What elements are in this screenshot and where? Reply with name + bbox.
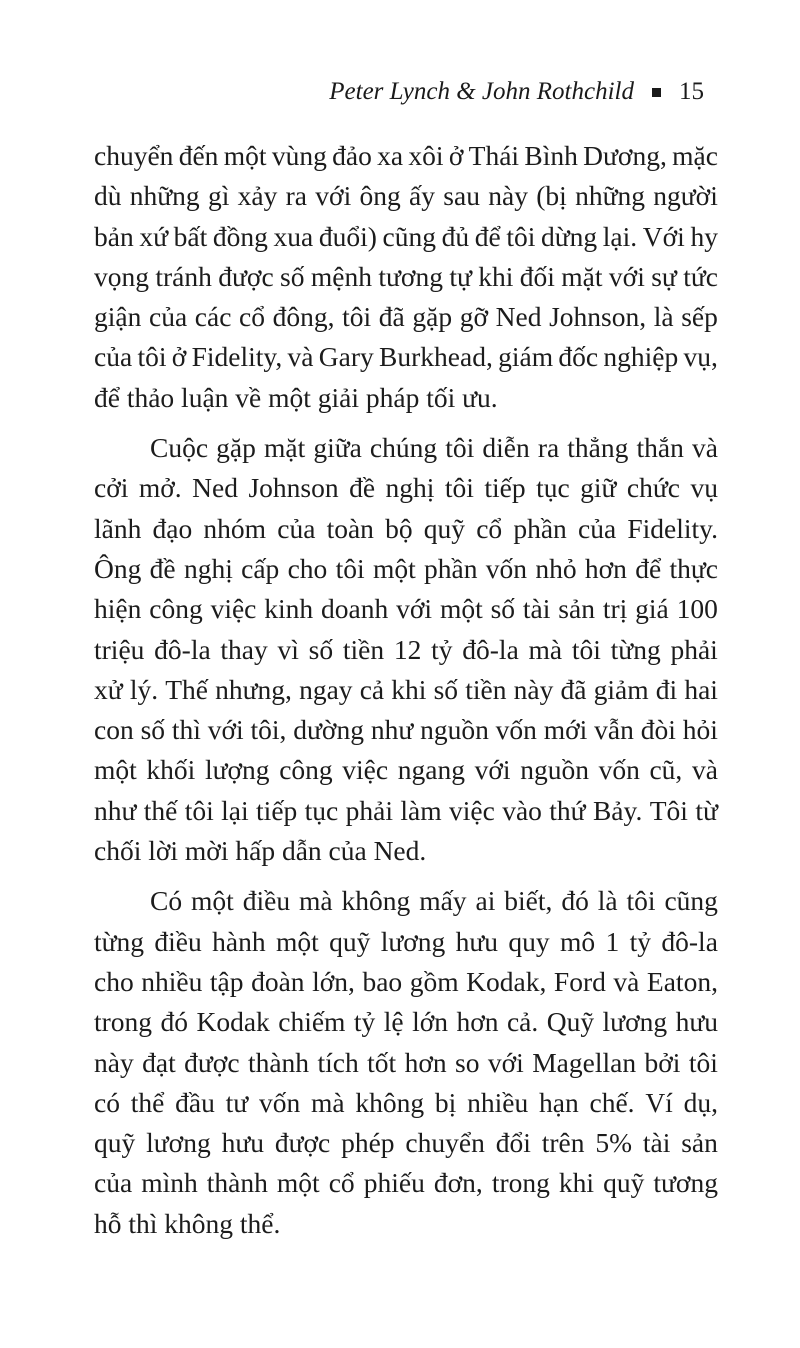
text-line: bản xứ bất đồng xua đuổi) cũng đủ để tôi dừng lại. Với hy	[94, 220, 718, 252]
text-line: dù những gì xảy ra với ông ấy sau này (bị những người	[94, 180, 718, 212]
text-line: triệu đô-la thay vì số tiền 12 tỷ đô-la mà tôi từng phải	[94, 633, 718, 665]
paragraph	[94, 881, 718, 1244]
text-line: để thảo luận về một giải pháp tối ưu.	[94, 381, 498, 413]
text-line: Cuộc gặp mặt giữa chúng tôi diễn ra thẳng thắn và	[150, 432, 718, 464]
text-line: hỗ thì không thể.	[94, 1207, 281, 1239]
text-line: Có một điều mà không mấy ai biết, đó là tôi cũng	[150, 885, 718, 917]
paragraph	[94, 428, 718, 871]
text-line: của mình thành một cổ phiếu đơn, trong khi quỹ tương	[94, 1167, 718, 1199]
text-line: này đạt được thành tích tốt hơn so với Magellan bởi tôi	[94, 1046, 718, 1078]
header-authors: Peter Lynch & John Rothchild	[329, 78, 634, 105]
text-line: như thế tôi lại tiếp tục phải làm việc vào thứ Bảy. Tôi từ	[94, 794, 718, 826]
text-line: quỹ lương hưu được phép chuyển đổi trên 5% tài sản	[94, 1127, 718, 1159]
text-line: chuyển đến một vùng đảo xa xôi ở Thái Bình Dương, mặc	[94, 140, 718, 171]
text-line: lãnh đạo nhóm của toàn bộ quỹ cổ phần của Fidelity.	[94, 512, 718, 544]
paragraph-gap	[94, 871, 718, 881]
text-line: con số thì với tôi, dường như nguồn vốn mới vẫn đòi hỏi	[94, 714, 718, 746]
text-line: hiện công việc kinh doanh với một số tài sản trị giá 100	[94, 593, 718, 625]
header-separator-square-icon	[652, 88, 661, 97]
paragraph	[94, 136, 718, 418]
text-line: xử lý. Thế nhưng, ngay cả khi số tiền này đã giảm đi hai	[94, 673, 718, 705]
text-line: cởi mở. Ned Johnson đề nghị tôi tiếp tục giữ chức vụ	[94, 472, 718, 504]
text-line: vọng tránh được số mệnh tương tự khi đối mặt với sự tức	[94, 260, 718, 292]
text-line: từng điều hành một quỹ lương hưu quy mô 1 tỷ đô-la	[94, 925, 718, 957]
text-line: trong đó Kodak chiếm tỷ lệ lớn hơn cả. Quỹ lương hưu	[94, 1006, 718, 1038]
text-line: có thể đầu tư vốn mà không bị nhiều hạn chế. Ví dụ,	[94, 1086, 718, 1118]
text-line: giận của các cổ đông, tôi đã gặp gỡ Ned Johnson, là sếp	[94, 301, 718, 333]
body-text	[94, 136, 718, 1244]
text-line: cho nhiều tập đoàn lớn, bao gồm Kodak, Ford và Eaton,	[94, 965, 718, 997]
text-line: Ông đề nghị cấp cho tôi một phần vốn nhỏ hơn để thực	[94, 552, 718, 584]
text-line: một khối lượng công việc ngang với nguồn vốn cũ, và	[94, 754, 718, 786]
text-line: của tôi ở Fidelity, và Gary Burkhead, giám đốc nghiệp vụ,	[94, 341, 718, 373]
paragraph-gap	[94, 418, 718, 428]
page-number: 15	[679, 78, 704, 105]
running-header	[329, 78, 704, 106]
text-line: chối lời mời hấp dẫn của Ned.	[94, 835, 427, 867]
